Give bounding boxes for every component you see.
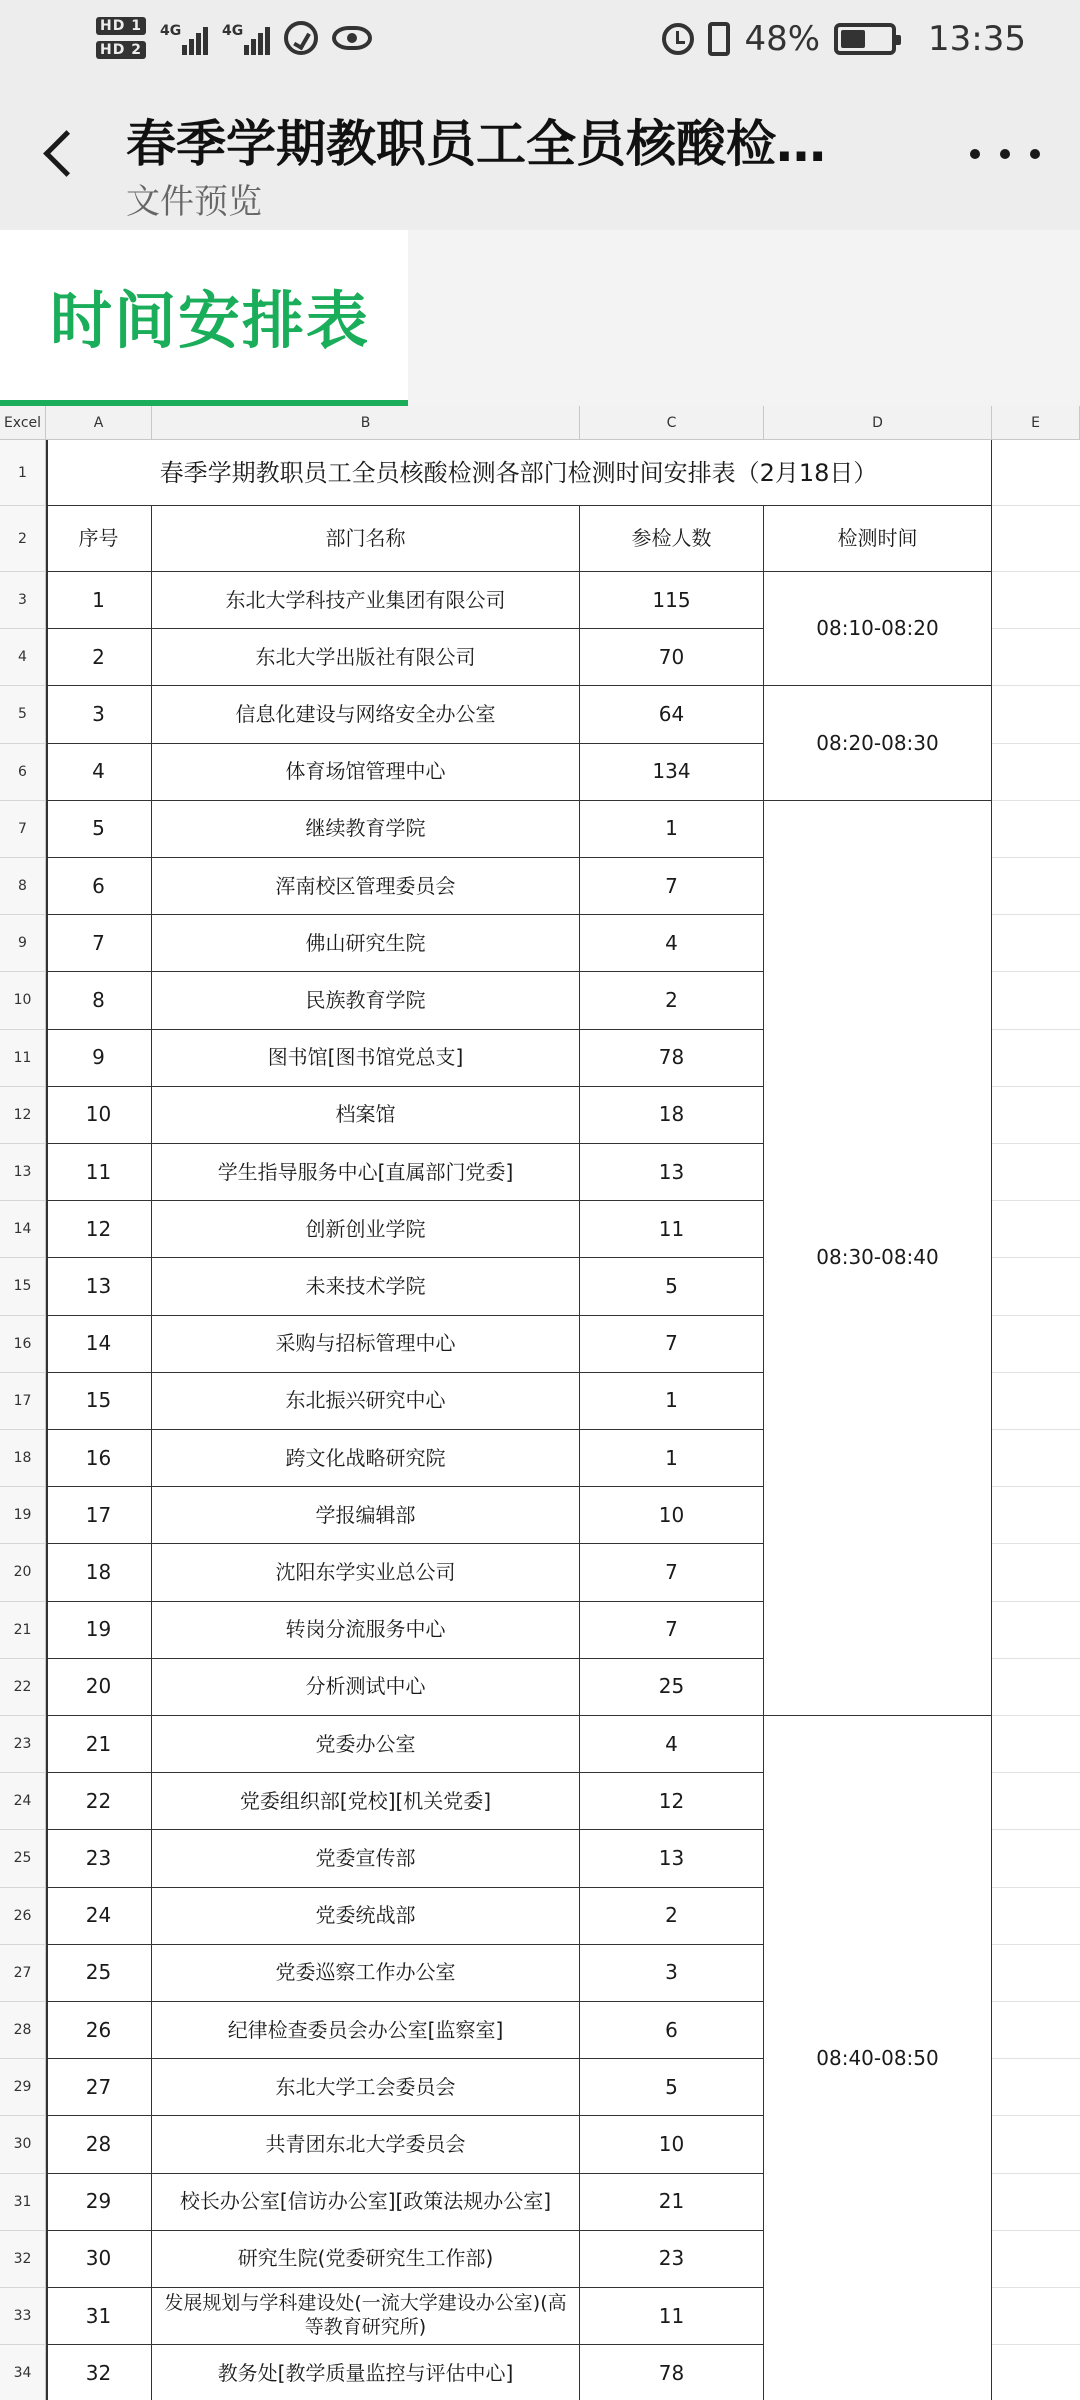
empty-cell[interactable] [992,1773,1080,1830]
document-subtitle: 文件预览 [126,182,262,222]
empty-cell[interactable] [992,1430,1080,1487]
cell-department[interactable]: 党委宣传部 [152,1830,580,1887]
cell-department[interactable]: 创新创业学院 [152,1201,580,1258]
cell-participants[interactable]: 13 [580,1830,764,1887]
cell-department[interactable]: 信息化建设与网络安全办公室 [152,686,580,743]
empty-cell[interactable] [992,2116,1080,2173]
cell-department[interactable]: 学报编辑部 [152,1487,580,1544]
cell-seq[interactable]: 18 [46,1544,152,1601]
cell-seq[interactable]: 28 [46,2116,152,2173]
row-number[interactable]: 32 [0,2231,46,2288]
cell-participants[interactable]: 134 [580,744,764,801]
status-right [662,12,1026,66]
cell-department[interactable]: 采购与招标管理中心 [152,1316,580,1373]
cell-seq[interactable]: 31 [46,2288,152,2345]
cell-seq[interactable]: 1 [46,572,152,629]
empty-cell[interactable] [992,1144,1080,1201]
empty-cell[interactable] [992,572,1080,629]
row-number[interactable]: 23 [0,1716,46,1773]
row-number[interactable]: 9 [0,915,46,972]
cell-seq[interactable]: 23 [46,1830,152,1887]
alarm-icon [662,23,694,55]
cell-participants[interactable]: 115 [580,572,764,629]
row-number[interactable]: 33 [0,2288,46,2345]
eye-icon [332,26,372,50]
column-label-0[interactable]: 序号 [46,506,152,572]
signal-icon-2 [222,21,270,55]
cell-seq[interactable]: 7 [46,915,152,972]
cell-participants[interactable]: 12 [580,1773,764,1830]
cell-department[interactable]: 未来技术学院 [152,1258,580,1315]
network-type-1: 4G [159,23,182,39]
cell-department[interactable]: 纪律检查委员会办公室[监察室] [152,2002,580,2059]
status-left [96,10,372,66]
column-header-b[interactable]: B [152,406,580,440]
data-saver-icon [284,21,318,55]
cell-seq[interactable]: 14 [46,1316,152,1373]
empty-cell[interactable] [992,440,1080,506]
empty-cell[interactable] [992,2345,1080,2400]
row-number[interactable]: 31 [0,2174,46,2231]
battery-icon [834,23,896,55]
cell-participants[interactable]: 78 [580,2345,764,2400]
cell-seq[interactable]: 25 [46,1945,152,2002]
cell-participants[interactable]: 1 [580,801,764,858]
row-number[interactable]: 5 [0,686,46,743]
sheet-tab-schedule[interactable] [0,230,408,406]
column-label-2[interactable]: 参检人数 [580,506,764,572]
cell-participants[interactable]: 3 [580,1945,764,2002]
empty-cell[interactable] [992,2231,1080,2288]
row-number[interactable]: 15 [0,1258,46,1315]
empty-cell[interactable] [992,1373,1080,1430]
cell-participants[interactable]: 7 [580,1316,764,1373]
cell-seq[interactable]: 24 [46,1888,152,1945]
cell-seq[interactable]: 22 [46,1773,152,1830]
empty-cell[interactable] [992,629,1080,686]
cell-seq[interactable]: 2 [46,629,152,686]
empty-cell[interactable] [992,2174,1080,2231]
cell-participants[interactable]: 2 [580,1888,764,1945]
cell-participants[interactable]: 5 [580,2059,764,2116]
cell-participants[interactable]: 7 [580,858,764,915]
cell-seq[interactable]: 8 [46,972,152,1029]
status-bar [0,0,1080,78]
empty-cell[interactable] [992,2059,1080,2116]
empty-cell[interactable] [992,1316,1080,1373]
empty-cell[interactable] [992,2288,1080,2345]
row-number[interactable]: 2 [0,506,46,572]
cell-test-time[interactable]: 08:30-08:40 [764,801,992,1716]
column-header-d[interactable]: D [764,406,992,440]
cell-participants[interactable]: 1 [580,1373,764,1430]
cell-seq[interactable]: 21 [46,1716,152,1773]
row-number[interactable]: 4 [0,629,46,686]
cell-participants[interactable]: 10 [580,1487,764,1544]
empty-cell[interactable] [992,686,1080,743]
vibrate-icon [708,22,730,56]
empty-cell[interactable] [992,858,1080,915]
empty-cell[interactable] [992,972,1080,1029]
cell-department[interactable]: 东北振兴研究中心 [152,1373,580,1430]
back-arrow-icon[interactable] [36,118,86,188]
row-number[interactable]: 34 [0,2345,46,2400]
empty-cell[interactable] [992,1888,1080,1945]
cell-department[interactable]: 佛山研究生院 [152,915,580,972]
cell-department[interactable]: 浑南校区管理委员会 [152,858,580,915]
cell-seq[interactable]: 16 [46,1430,152,1487]
empty-cell[interactable] [992,744,1080,801]
row-number[interactable]: 28 [0,2002,46,2059]
cell-department[interactable]: 转岗分流服务中心 [152,1602,580,1659]
battery-percent: 48% [744,19,821,59]
cell-seq[interactable]: 20 [46,1659,152,1716]
empty-cell[interactable] [992,1544,1080,1601]
cell-participants[interactable]: 21 [580,2174,764,2231]
cell-department[interactable]: 党委巡察工作办公室 [152,1945,580,2002]
cell-participants[interactable]: 4 [580,1716,764,1773]
cell-seq[interactable]: 17 [46,1487,152,1544]
row-number[interactable]: 13 [0,1144,46,1201]
empty-cell[interactable] [992,1830,1080,1887]
empty-cell[interactable] [992,2002,1080,2059]
cell-department[interactable]: 图书馆[图书馆党总支] [152,1030,580,1087]
cell-seq[interactable]: 29 [46,2174,152,2231]
cell-participants[interactable]: 11 [580,2288,764,2345]
cell-department[interactable]: 东北大学出版社有限公司 [152,629,580,686]
clock: 13:35 [928,19,1026,59]
row-number[interactable]: 1 [0,440,46,506]
cell-participants[interactable]: 78 [580,1030,764,1087]
cell-department[interactable]: 党委办公室 [152,1716,580,1773]
empty-cell[interactable] [992,1030,1080,1087]
row-number[interactable]: 24 [0,1773,46,1830]
row-number[interactable]: 12 [0,1087,46,1144]
empty-cell[interactable] [992,1659,1080,1716]
cell-seq[interactable]: 19 [46,1602,152,1659]
cell-department[interactable]: 分析测试中心 [152,1659,580,1716]
hd1-badge: HD 1 [96,17,146,35]
empty-cell[interactable] [992,1945,1080,2002]
row-number[interactable]: 10 [0,972,46,1029]
cell-participants[interactable]: 23 [580,2231,764,2288]
cell-department[interactable]: 跨文化战略研究院 [152,1430,580,1487]
cell-seq[interactable]: 3 [46,686,152,743]
cell-test-time[interactable]: 08:20-08:30 [764,686,992,800]
column-label-3[interactable]: 检测时间 [764,506,992,572]
title-bar [0,78,1080,230]
empty-cell[interactable] [992,1201,1080,1258]
cell-department[interactable]: 档案馆 [152,1087,580,1144]
row-number[interactable]: 6 [0,744,46,801]
cell-participants[interactable]: 10 [580,2116,764,2173]
cell-participants[interactable]: 70 [580,629,764,686]
row-number[interactable]: 7 [0,801,46,858]
cell-seq[interactable]: 5 [46,801,152,858]
cell-department[interactable]: 继续教育学院 [152,801,580,858]
cell-department[interactable]: 校长办公室[信访办公室][政策法规办公室] [152,2174,580,2231]
cell-participants[interactable]: 18 [580,1087,764,1144]
empty-cell[interactable] [992,915,1080,972]
cell-department[interactable]: 教务处[教学质量监控与评估中心] [152,2345,580,2400]
spreadsheet-grid[interactable] [0,406,1080,2400]
column-header-c[interactable]: C [580,406,764,440]
cell-seq[interactable]: 10 [46,1087,152,1144]
grid-left-border [46,440,48,2400]
cell-participants[interactable]: 11 [580,1201,764,1258]
cell-seq[interactable]: 32 [46,2345,152,2400]
cell-seq[interactable]: 13 [46,1258,152,1315]
cell-participants[interactable]: 6 [580,2002,764,2059]
cell-seq[interactable]: 11 [46,1144,152,1201]
excel-corner: Excel [0,406,46,440]
empty-cell[interactable] [992,1258,1080,1315]
row-number[interactable]: 25 [0,1830,46,1887]
column-label-1[interactable]: 部门名称 [152,506,580,572]
row-number[interactable]: 29 [0,2059,46,2116]
document-title: 春季学期教职员工全员核酸检… [126,115,826,173]
sheet-tab-bar [0,230,1080,406]
row-number[interactable]: 22 [0,1659,46,1716]
cell-participants[interactable]: 13 [580,1144,764,1201]
row-number[interactable]: 8 [0,858,46,915]
row-number[interactable]: 21 [0,1602,46,1659]
cell-test-time[interactable]: 08:40-08:50 [764,1716,992,2400]
row-number[interactable]: 16 [0,1316,46,1373]
row-number[interactable]: 19 [0,1487,46,1544]
cell-test-time[interactable]: 08:10-08:20 [764,572,992,686]
cell-seq[interactable]: 6 [46,858,152,915]
cell-seq[interactable]: 15 [46,1373,152,1430]
cell-participants[interactable]: 2 [580,972,764,1029]
row-number[interactable]: 30 [0,2116,46,2173]
cell-seq[interactable]: 30 [46,2231,152,2288]
more-options-icon[interactable] [970,134,1040,174]
empty-cell[interactable] [992,1602,1080,1659]
row-number[interactable]: 26 [0,1888,46,1945]
cell-participants[interactable]: 7 [580,1544,764,1601]
cell-department[interactable]: 党委统战部 [152,1888,580,1945]
cell-seq[interactable]: 12 [46,1201,152,1258]
cell-department[interactable]: 研究生院(党委研究生工作部) [152,2231,580,2288]
cell-department[interactable]: 东北大学工会委员会 [152,2059,580,2116]
cell-participants[interactable]: 4 [580,915,764,972]
empty-cell[interactable] [992,801,1080,858]
cell-participants[interactable]: 7 [580,1602,764,1659]
cell-seq[interactable]: 9 [46,1030,152,1087]
cell-department[interactable]: 体育场馆管理中心 [152,744,580,801]
cell-department[interactable]: 沈阳东学实业总公司 [152,1544,580,1601]
cell-seq[interactable]: 4 [46,744,152,801]
cell-department[interactable]: 共青团东北大学委员会 [152,2116,580,2173]
row-number[interactable]: 20 [0,1544,46,1601]
row-number[interactable]: 27 [0,1945,46,2002]
cell-department[interactable]: 学生指导服务中心[直属部门党委] [152,1144,580,1201]
row-number[interactable]: 17 [0,1373,46,1430]
cell-participants[interactable]: 5 [580,1258,764,1315]
column-header-a[interactable]: A [46,406,152,440]
network-type-2: 4G [221,23,244,39]
row-number[interactable]: 3 [0,572,46,629]
hd2-badge: HD 2 [96,41,146,59]
sheet-tab-label: 时间安排表 [50,283,371,357]
cell-participants[interactable]: 64 [580,686,764,743]
empty-cell[interactable] [992,506,1080,572]
cell-department[interactable]: 党委组织部[党校][机关党委] [152,1773,580,1830]
row-number[interactable]: 11 [0,1030,46,1087]
cell-department[interactable]: 发展规划与学科建设处(一流大学建设办公室)(高等教育研究所) [152,2288,580,2345]
cell-seq[interactable]: 26 [46,2002,152,2059]
cell-seq[interactable]: 27 [46,2059,152,2116]
row-number[interactable]: 14 [0,1201,46,1258]
row-number[interactable]: 18 [0,1430,46,1487]
cell-department[interactable]: 民族教育学院 [152,972,580,1029]
empty-cell[interactable] [992,1487,1080,1544]
signal-icon [160,21,208,55]
empty-cell[interactable] [992,1087,1080,1144]
sheet-title-cell[interactable]: 春季学期教职员工全员核酸检测各部门检测时间安排表（2月18日） [46,440,992,506]
column-header-e[interactable]: E [992,406,1080,440]
cell-department[interactable]: 东北大学科技产业集团有限公司 [152,572,580,629]
cell-participants[interactable]: 1 [580,1430,764,1487]
cell-participants[interactable]: 25 [580,1659,764,1716]
empty-cell[interactable] [992,1716,1080,1773]
